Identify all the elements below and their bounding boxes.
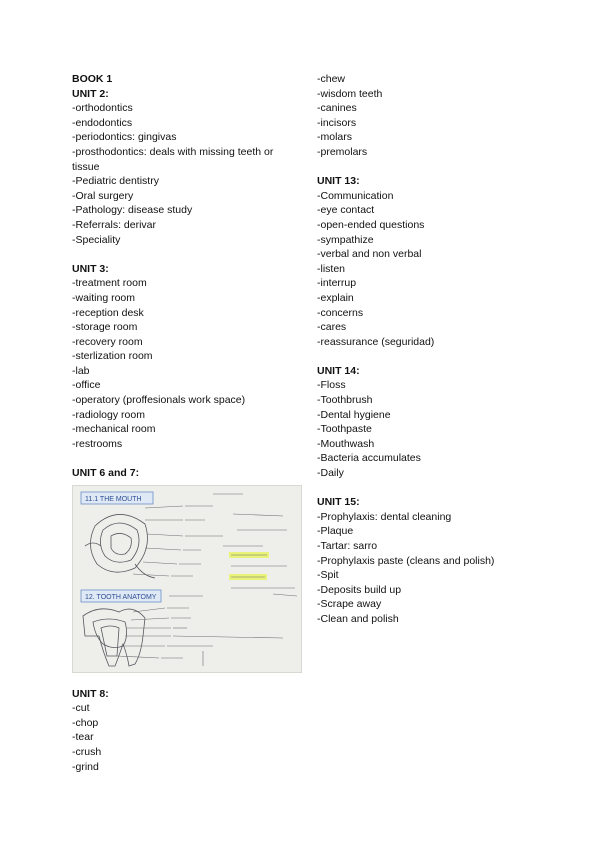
list-item: -interrup: [317, 277, 357, 290]
unit-8-heading: UNIT 8:: [72, 687, 109, 700]
unit-15-list: [317, 510, 547, 627]
list-item: -Tartar: sarro: [317, 540, 378, 552]
list-item: -Deposits build up: [317, 583, 402, 596]
list-item: -periodontics: gingivas: [72, 131, 177, 144]
list-item: -listen: [317, 262, 346, 275]
list-item: -Prophylaxis: dental cleaning: [317, 510, 452, 523]
unit-6-7-heading: UNIT 6 and 7:: [72, 467, 140, 480]
list-item: -restrooms: [72, 437, 123, 450]
unit-13-list: [317, 189, 547, 350]
list-item: -Oral surgery: [72, 189, 134, 202]
list-item: -Spit: [317, 569, 339, 582]
list-item: -grind: [72, 760, 99, 773]
list-item: -endodontics: [72, 116, 133, 129]
list-item: -cares: [317, 321, 347, 334]
list-item: -lab: [72, 364, 90, 377]
list-item: -prosthodontics: deals with missing teeth or tissue: [72, 145, 274, 173]
list-item: -storage room: [72, 321, 138, 334]
list-item: -reception desk: [72, 306, 144, 319]
list-item: -open-ended questions: [317, 218, 425, 231]
list-item: -eye contact: [317, 204, 375, 217]
list-item: -Clean and polish: [317, 612, 399, 625]
right-column: [317, 72, 547, 627]
unit-8-continued-list: [317, 72, 547, 160]
list-item: -Toothbrush: [317, 394, 373, 407]
list-item: -radiology room: [72, 408, 145, 421]
list-item: -premolars: [317, 145, 368, 158]
list-item: -crush: [72, 746, 102, 758]
list-item: -Dental hygiene: [317, 408, 391, 421]
unit-2-heading: UNIT 2:: [72, 87, 109, 100]
unit-2-list: [72, 101, 302, 247]
list-item: -office: [72, 379, 101, 392]
list-item: -Pediatric dentistry: [72, 175, 159, 188]
list-item: -Plaque: [317, 525, 354, 538]
list-item: -orthodontics: [72, 102, 133, 115]
list-item: -canines: [317, 102, 357, 115]
list-item: -Pathology: disease study: [72, 204, 193, 217]
list-item: -Referrals: derivar: [72, 218, 157, 231]
list-item: -operatory (proffesionals work space): [72, 394, 246, 407]
list-item: -Daily: [317, 467, 344, 480]
unit-13-heading: UNIT 13:: [317, 175, 360, 188]
unit-14-list: [317, 378, 547, 480]
list-item: -waiting room: [72, 291, 136, 304]
list-item: -tear: [72, 731, 94, 744]
list-item: -molars: [317, 131, 353, 144]
mouth-label: 11.1 THE MOUTH: [85, 495, 142, 503]
unit-15-heading: UNIT 15:: [317, 496, 360, 509]
unit-8-list: [72, 701, 302, 774]
list-item: -incisors: [317, 116, 357, 129]
list-item: -cut: [72, 702, 90, 715]
list-item: -Bacteria accumulates: [317, 452, 421, 465]
list-item: -chop: [72, 716, 99, 729]
list-item: -Floss: [317, 379, 346, 392]
list-item: -treatment room: [72, 277, 147, 290]
unit-3-heading: UNIT 3:: [72, 262, 109, 275]
handwritten-notes-photo: [72, 485, 302, 673]
unit-3-list: [72, 276, 302, 451]
list-item: -sterlization room: [72, 350, 153, 363]
left-column: [72, 72, 302, 774]
list-item: -reassurance (seguridad): [317, 335, 435, 348]
list-item: -chew: [317, 73, 346, 85]
list-item: -wisdom teeth: [317, 87, 383, 100]
list-item: -Prophylaxis paste (cleans and polish): [317, 554, 495, 567]
list-item: -verbal and non verbal: [317, 248, 422, 261]
list-item: -Scrape away: [317, 598, 382, 611]
list-item: -explain: [317, 291, 354, 304]
list-item: -recovery room: [72, 335, 143, 348]
list-item: -Communication: [317, 189, 394, 202]
list-item: -sympathize: [317, 233, 374, 246]
list-item: -Mouthwash: [317, 437, 375, 450]
book-title: BOOK 1: [72, 73, 113, 85]
list-item: -Speciality: [72, 233, 121, 246]
list-item: -Toothpaste: [317, 423, 372, 436]
list-item: -concerns: [317, 306, 364, 319]
list-item: -mechanical room: [72, 423, 156, 436]
unit-14-heading: UNIT 14:: [317, 364, 360, 377]
tooth-label: 12. TOOTH ANATOMY: [85, 593, 157, 601]
